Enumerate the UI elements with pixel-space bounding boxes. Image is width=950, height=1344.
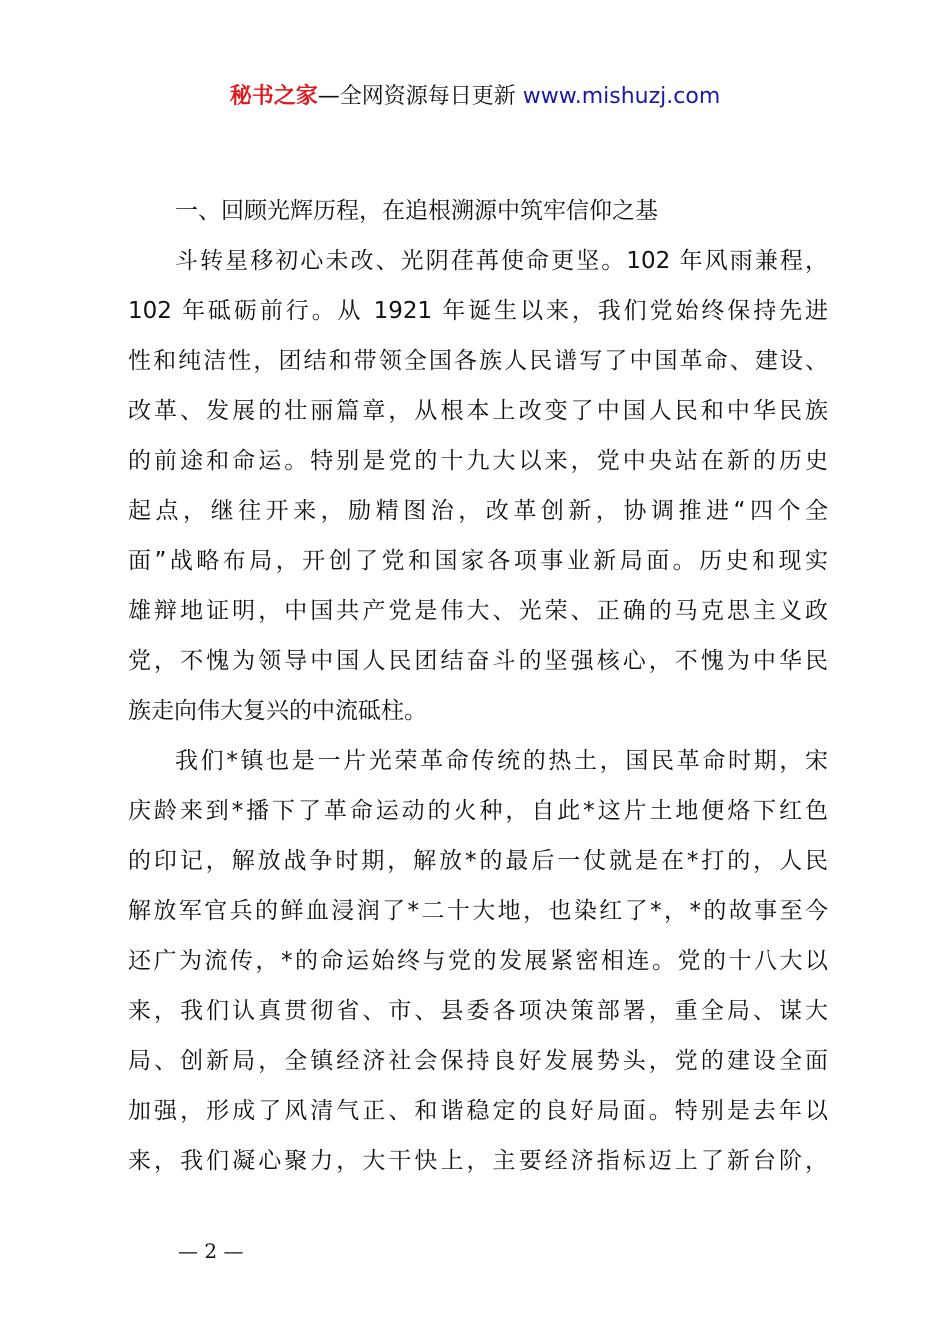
text-line: 性和纯洁性，团结和带领全国各族人民谱写了中国革命、建设、 — [128, 348, 828, 374]
text-line: 102 年砥砺前行。从 1921 年诞生以来，我们党始终保持先进 — [128, 298, 828, 324]
text-line: 局、创新局，全镇经济社会保持良好发展势头，党的建设全面 — [128, 1048, 828, 1074]
section-heading: 一、回顾光辉历程，在追根溯源中筑牢信仰之基 — [175, 198, 658, 224]
text-line: 还广为流传，*的命运始终与党的发展紧密相连。党的十八大以 — [128, 948, 828, 974]
text-line: 党，不愧为领导中国人民团结奋斗的坚强核心，不愧为中华民 — [128, 648, 828, 674]
text-line: 族走向伟大复兴的中流砥柱。 — [128, 698, 427, 724]
text-line: 庆龄来到*播下了革命运动的火种，自此*这片土地便烙下红色 — [128, 798, 828, 824]
text-line: 雄辩地证明，中国共产党是伟大、光荣、正确的马克思主义政 — [128, 598, 828, 624]
text-line: 起点，继往开来，励精图治，改革创新，协调推进“四个全 — [128, 498, 828, 524]
page-number: — 2 — — [178, 1239, 244, 1263]
text-line: 加强，形成了风清气正、和谐稳定的良好局面。特别是去年以 — [128, 1098, 828, 1124]
brand-name: 秘书之家 — [229, 84, 318, 109]
text-line: 解放军官兵的鲜血浸润了*二十大地，也染红了*，*的故事至今 — [128, 898, 828, 924]
text-line: 的前途和命运。特别是党的十九大以来，党中央站在新的历史 — [128, 448, 828, 474]
text-line: 我们*镇也是一片光荣革命传统的热土，国民革命时期，宋 — [175, 748, 828, 774]
text-line: 改革、发展的壮丽篇章，从根本上改变了中国人民和中华民族 — [128, 398, 828, 424]
site-header — [0, 82, 950, 112]
text-line: 斗转星移初心未改、光阴荏苒使命更坚。102 年风雨兼程， — [175, 248, 828, 274]
text-line: 来，我们认真贯彻省、市、县委各项决策部署，重全局、谋大 — [128, 998, 828, 1024]
header-tagline: 全网资源每日更新 — [339, 84, 523, 109]
text-line: 来，我们凝心聚力，大干快上，主要经济指标迈上了新台阶， — [128, 1148, 828, 1174]
document-body — [128, 186, 828, 1186]
header-dash: — — [317, 84, 340, 109]
text-line: 面”战略布局，开创了党和国家各项事业新局面。历史和现实 — [128, 548, 828, 574]
text-line: 的印记，解放战争时期，解放*的最后一仗就是在*打的，人民 — [128, 848, 828, 874]
site-url-link[interactable]: www.mishuzj.com — [522, 84, 721, 109]
